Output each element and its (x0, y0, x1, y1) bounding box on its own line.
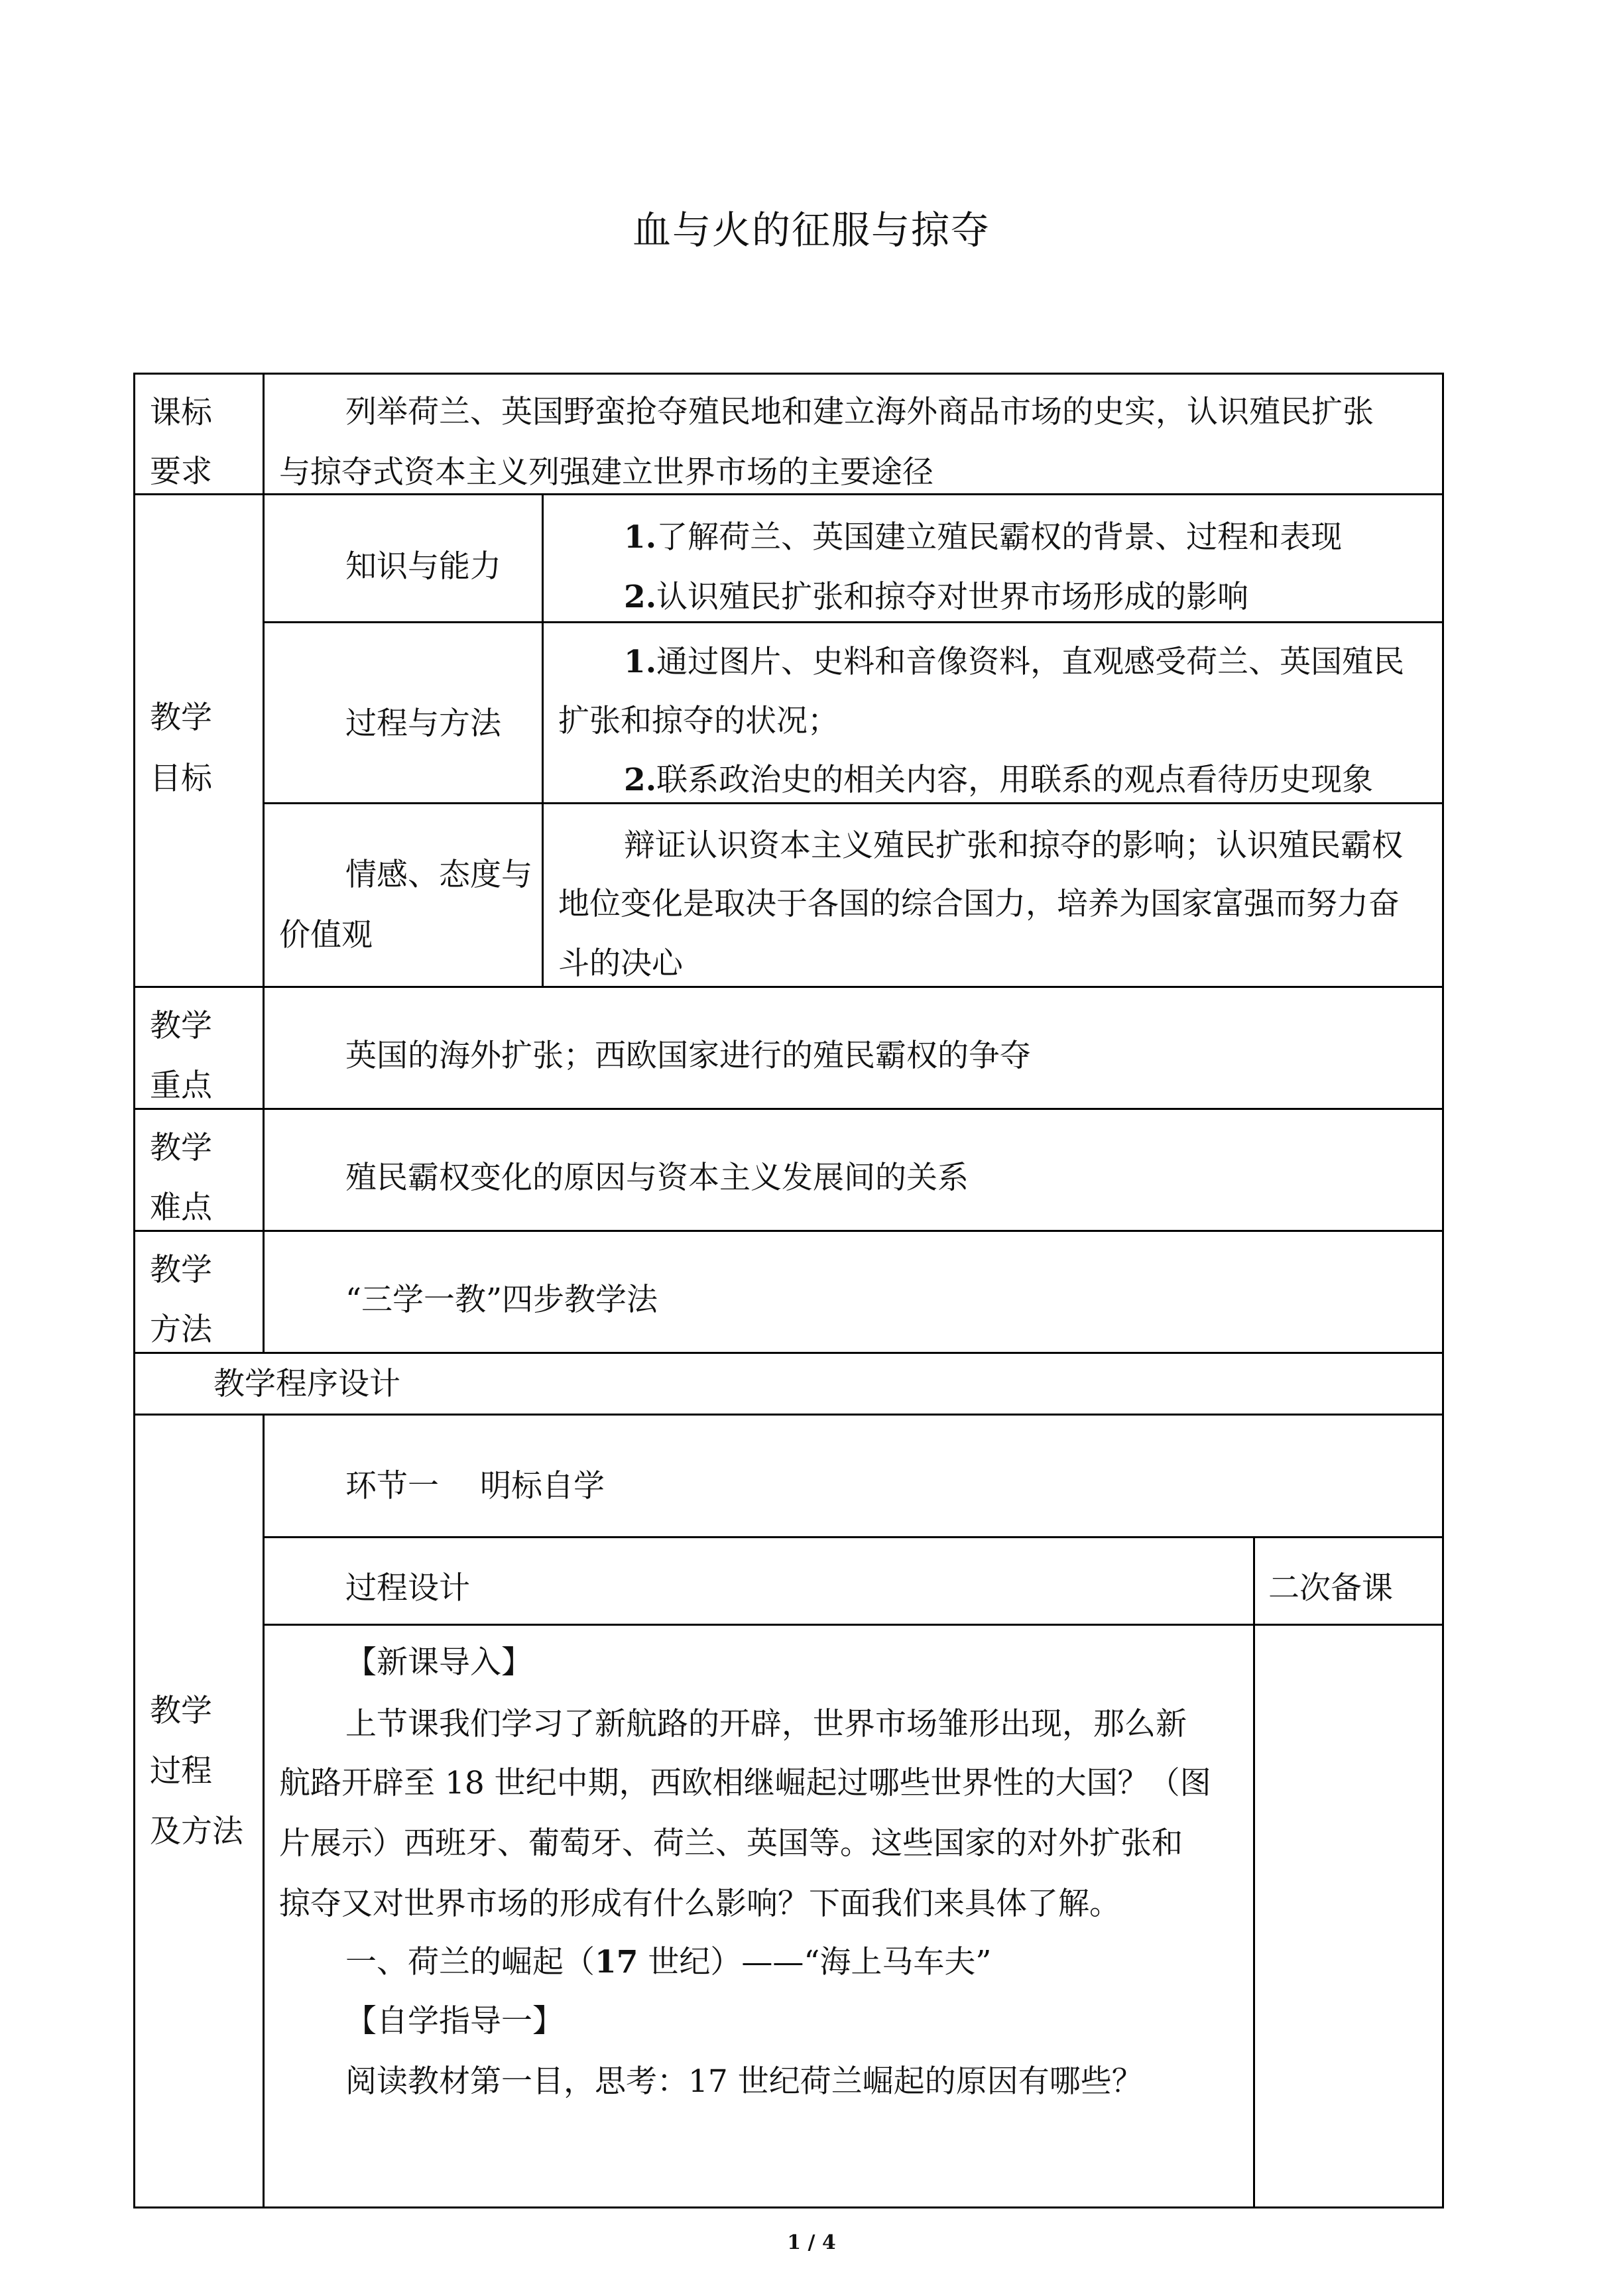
rule-label-column-upper (263, 373, 265, 1354)
rule-left-border (133, 373, 135, 2208)
rule-after-design-header (263, 1624, 1444, 1626)
rule-after-key-points (133, 1108, 1444, 1110)
rule-top (133, 373, 1444, 375)
knowledge-item-1-number: 1. (624, 519, 657, 556)
difficulties-label-2: 难点 (150, 1189, 212, 1226)
intro-text-4: 掠夺又对世界市场的形成有什么影响？下面我们来具体了解。 (279, 1886, 1120, 1922)
self-study-guide-heading: 【自学指导一】 (345, 2003, 564, 2039)
curriculum-label-2: 要求 (150, 453, 212, 490)
intro-heading: 【新课导入】 (345, 1644, 532, 1681)
rule-right-border (1442, 373, 1444, 2208)
process-section-label-3: 及方法 (150, 1813, 243, 1850)
intro-text-2: 航路开辟至 18 世纪中期，西欧相继崛起过哪些世界性的大国？（图 (279, 1765, 1211, 1801)
stage-title: 环节一 明标自学 (345, 1468, 605, 1504)
intro-text-3: 片展示）西班牙、葡萄牙、荷兰、英国等。这些国家的对外扩张和 (279, 1825, 1183, 1862)
rule-after-objectives (133, 986, 1444, 988)
process-section-label-2: 过程 (150, 1753, 212, 1789)
process-item-1-text: 通过图片、史料和音像资料，直观感受荷兰、英国殖民 (656, 644, 1405, 680)
rule-after-curriculum (133, 493, 1444, 495)
key-points-label-2: 重点 (150, 1067, 212, 1104)
methods-text: “三学一教”四步教学法 (345, 1282, 658, 1318)
objectives-label: 教学 (150, 699, 212, 736)
emotion-text-3: 斗的决心 (558, 945, 683, 982)
design-column-header: 过程设计 (345, 1570, 470, 1606)
emotion-text-2: 地位变化是取决于各国的综合国力，培养为国家富强而努力奋 (558, 886, 1400, 922)
emotion-label: 情感、态度与 (345, 857, 532, 893)
section-heading-netherlands (345, 1944, 992, 1980)
rule-after-stage (263, 1536, 1444, 1538)
page-number: 1 / 4 (787, 2231, 836, 2254)
self-study-guide-text: 阅读教材第一目，思考：17 世纪荷兰崛起的原因有哪些？ (345, 2063, 1143, 2100)
process-method-label: 过程与方法 (345, 705, 501, 742)
rule-bottom (133, 2206, 1444, 2208)
knowledge-item-1 (624, 519, 1343, 556)
document-title: 血与火的征服与掠夺 (632, 208, 991, 253)
rule-label-column-lower (263, 1414, 265, 2208)
intro-text: 上节课我们学习了新航路的开辟，世界市场雏形出现，那么新 (345, 1706, 1187, 1742)
rule-after-difficulties (133, 1230, 1444, 1232)
objectives-label-2: 目标 (150, 760, 212, 797)
secondary-prep-column-header: 二次备课 (1268, 1570, 1393, 1606)
knowledge-item-2-number: 2. (624, 579, 657, 615)
key-points-label: 教学 (150, 1008, 212, 1044)
process-item-2-text: 联系政治史的相关内容，用联系的观点看待历史现象 (656, 762, 1374, 798)
process-section-label: 教学 (150, 1693, 212, 1729)
process-item-2 (624, 764, 1373, 796)
knowledge-item-1-text: 了解荷兰、英国建立殖民霸权的背景、过程和表现 (656, 519, 1343, 556)
program-design-heading: 教学程序设计 (213, 1366, 400, 1402)
rule-objective-content-column (542, 493, 544, 988)
methods-label: 教学 (150, 1252, 212, 1288)
rule-after-process-method (263, 802, 1444, 804)
section-heading-century: 17 (595, 1944, 638, 1980)
knowledge-item-2 (624, 581, 1248, 613)
methods-label-2: 方法 (150, 1311, 212, 1348)
curriculum-text-2: 与掠夺式资本主义列强建立世界市场的主要途径 (279, 454, 933, 491)
curriculum-text: 列举荷兰、英国野蛮抢夺殖民地和建立海外商品市场的史实，认识殖民扩张 (345, 394, 1374, 430)
section-heading-part-2: 世纪）——“海上马车夫” (638, 1944, 992, 1980)
process-item-2-number: 2. (624, 762, 657, 798)
process-item-1 (624, 646, 1404, 678)
rule-after-program-design (133, 1414, 1444, 1416)
difficulties-label: 教学 (150, 1130, 212, 1166)
emotion-label-2: 价值观 (279, 917, 373, 953)
knowledge-label: 知识与能力 (345, 548, 501, 585)
process-item-1-cont: 扩张和掠夺的状况； (558, 703, 839, 739)
knowledge-item-2-text: 认识殖民扩张和掠夺对世界市场形成的影响 (656, 579, 1249, 615)
process-item-1-number: 1. (624, 644, 657, 680)
rule-secondary-column (1253, 1536, 1255, 2208)
emotion-text: 辩证认识资本主义殖民扩张和掠夺的影响；认识殖民霸权 (624, 827, 1403, 864)
difficulties-text: 殖民霸权变化的原因与资本主义发展间的关系 (345, 1160, 969, 1196)
curriculum-label: 课标 (150, 394, 212, 431)
rule-after-methods (133, 1352, 1444, 1354)
rule-after-knowledge (263, 621, 1444, 623)
section-heading-part-1: 一、荷兰的崛起（ (345, 1944, 595, 1980)
key-points-text: 英国的海外扩张；西欧国家进行的殖民霸权的争夺 (345, 1038, 1031, 1074)
